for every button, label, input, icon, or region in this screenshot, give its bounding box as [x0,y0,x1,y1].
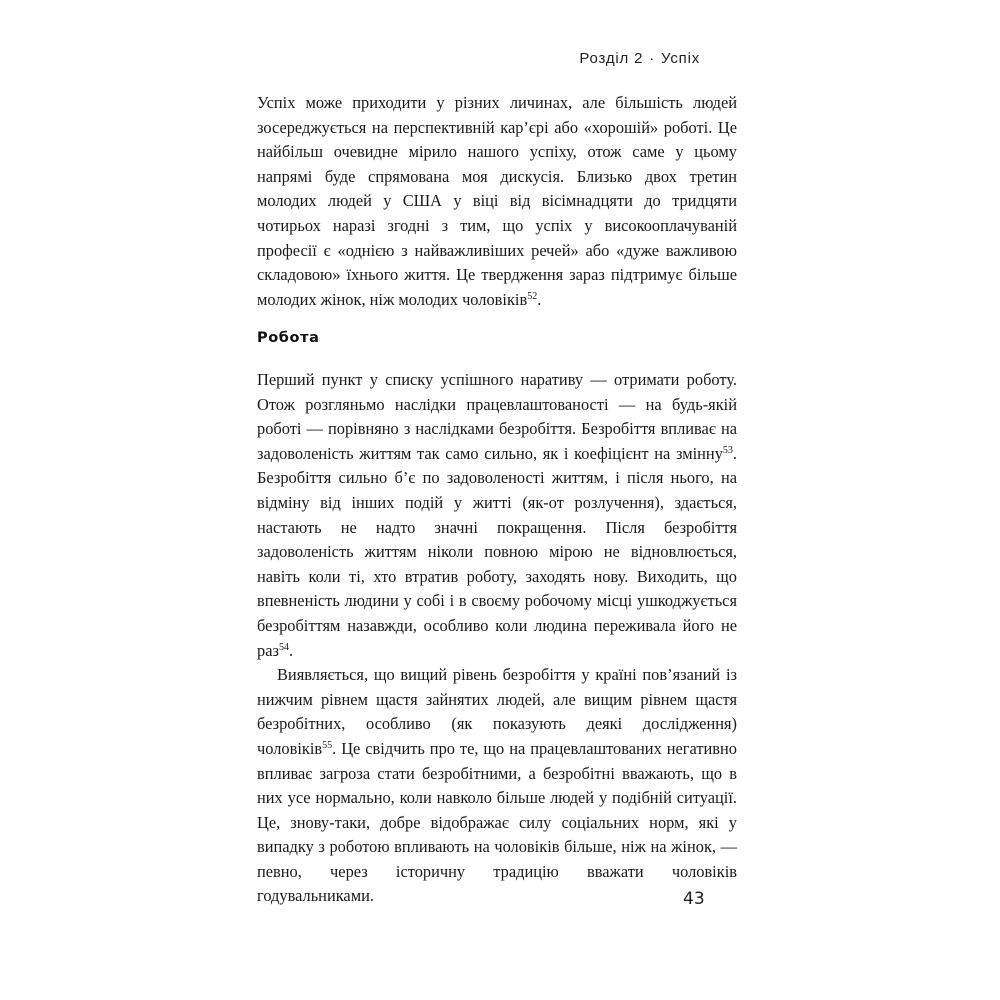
running-head-title: Успіх [661,50,700,67]
intro-text-block [257,91,737,312]
paragraph-1-end: . [288,640,294,660]
intro-paragraph-text: Успіх може приходити у різних личинах, але більшість людей зосереджується на перспективній кар’єрі або «хорошій» роботі. Це найбільш очевидне мірило нашого успіху, отож саме у цьому напрямі буде спрямована моя дискусія. Близько двох третин молодих людей у США у віці від вісімнадцяти до тридцяти чотирьох наразі згодні з тим, що успіх у високооплачуваній професії є «однією з найважливіших речей» або «дуже важливою складовою» їхнього життя. Це твердження зараз підтримує більше молодих жінок, ніж молодих чоловіків [257,93,737,309]
footnote-ref-54: 54 [278,641,289,653]
footnote-ref-52: 52 [527,290,538,302]
running-head-separator: · [649,50,656,67]
paragraph-2-text-b: . Це свідчить про те, що на працевлаштованих негативно впливає загроза стати безробітними, а безробітні вважають, що в них усе нормально, коли навколо більше людей у подібній ситуації. Це, знову-таки, добре відображає силу соціальних норм, які у випадку з роботою впливають на чоловіків більше, ніж на жінок, — певно, через історичну традицію вважати чоловіків годувальниками. [257,738,737,906]
running-head [579,50,700,67]
footnote-ref-53: 53 [722,444,733,456]
paragraph-2 [257,663,737,909]
paragraph-1-text-b: . Безробіття сильно б’є по задоволеності життям, і після нього, на відміну від інших подій у житті (як-от розлучення), здається, настають не надто значні покращення. Після безробіття задоволеність життям ніколи повною мірою не відновлюється, навіть коли ті, хто втратив роботу, заходять нову. Виходить, що впевненість людини у собі і в своєму робочому місці ушкоджується безробіттям назавжди, особливо коли людина переживала його не раз [257,443,737,660]
section-text-block [257,368,737,909]
page-number: 43 [683,889,705,909]
section-heading: Робота [257,330,320,346]
paragraph-2-text-a: Виявляється, що вищий рівень безробіття у країні пов’язаний із нижчим рівнем щастя зайнятих людей, але вищим рівнем щастя безробітних, особливо (як показують деякі дослідження) чоловіків [257,665,737,758]
paragraph-1-text-a: Перший пункт у списку успішного наративу — отримати роботу. Отож розгляньмо наслідки працевлаштованості — на будь-якій роботі — порівняно з наслідками безробіття. Безробіття впливає на задоволеність життям так само сильно, як і коефіцієнт на змінну [257,370,737,463]
paragraph-1 [257,368,737,663]
running-head-chapter: Розділ 2 [579,50,644,67]
intro-paragraph-end: . [537,289,542,309]
footnote-ref-55: 55 [322,739,333,751]
intro-paragraph [257,91,737,312]
